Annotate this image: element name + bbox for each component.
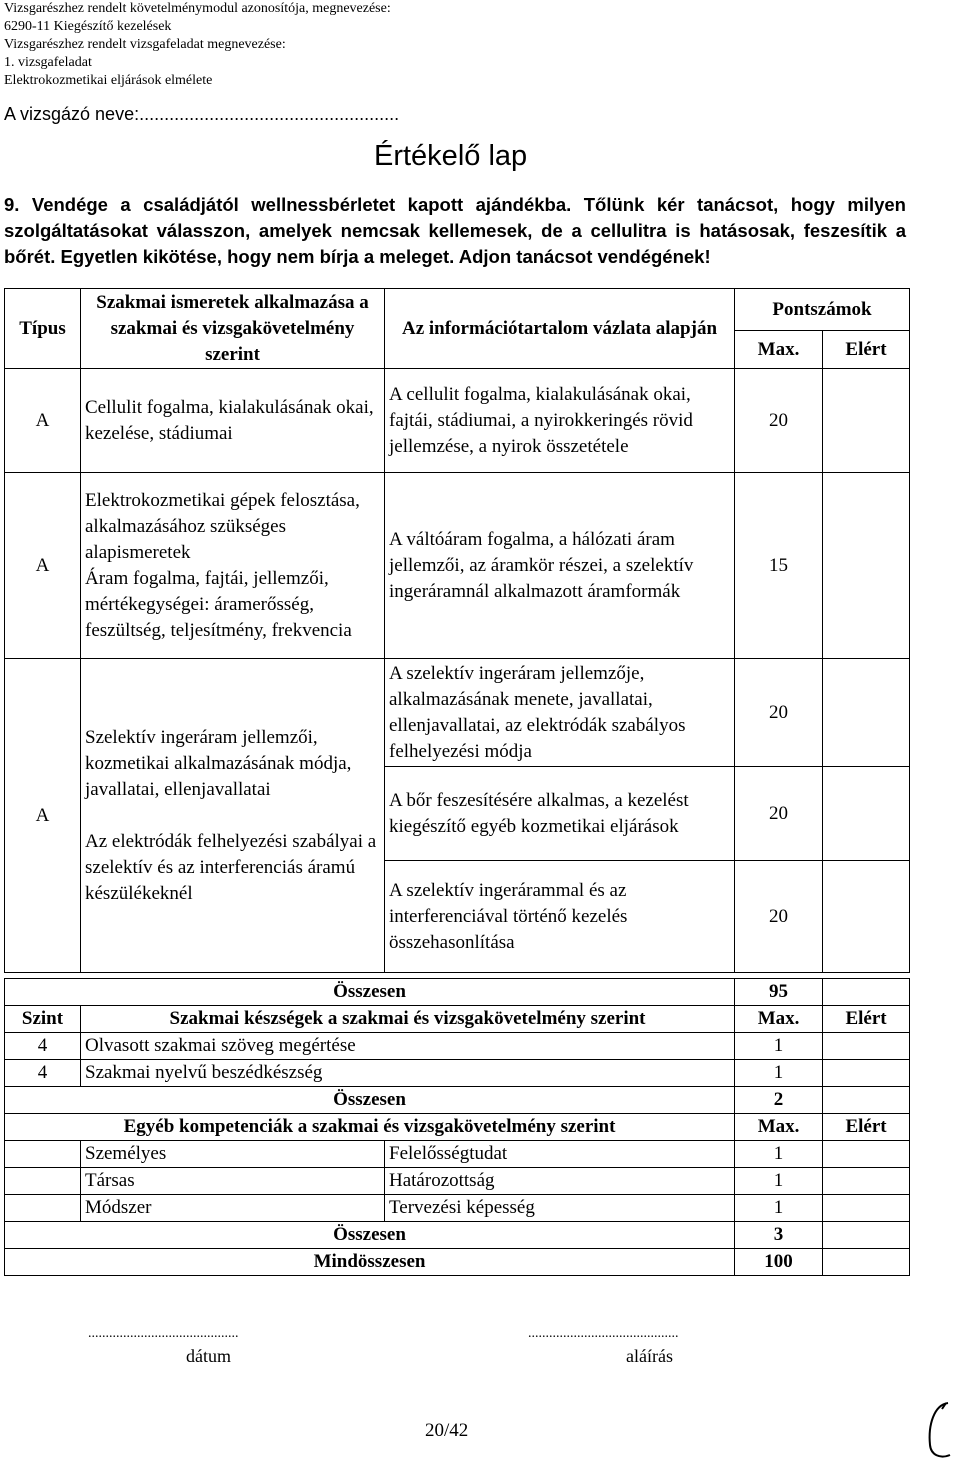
col-points-header: Pontszámok <box>735 289 910 331</box>
knowledge-text: Szelektív ingeráram jellemzői, kozmetikai alkalmazásának módja, javallatai, ellenjavallatai <box>85 726 352 800</box>
achieved-header: Elért <box>823 1114 910 1141</box>
header-line: 1. vizsgafeladat <box>4 55 92 70</box>
category-cell: Módszer <box>81 1195 385 1222</box>
achieved-cell <box>823 861 910 973</box>
max-cell: 15 <box>735 473 823 659</box>
level-cell: 4 <box>5 1060 81 1087</box>
max-cell: 1 <box>735 1195 823 1222</box>
knowledge-text: Áram fogalma, fajtái, jellemzői, mértékegységei: áramerősség, feszültség, teljesítmény, frekvencia <box>85 567 352 641</box>
task-text: 9. Vendége a családjától wellnessbérletet kapott ajándékba. Tőlünk kér tanácsot, hogy milyen szolgáltatásokat válasszon, amelyek nemcsak kellemesek, de a cellulitra is hatásosak, feszesítik a bőrét. Egyetlen kikötése, hogy nem bírja a meleget. Adjon tanácsot vendégének! <box>4 194 906 267</box>
summary-table <box>4 978 910 1276</box>
type-cell: A <box>5 659 81 973</box>
knowledge-cell <box>81 659 385 973</box>
signature-line: ........................................... <box>528 1326 679 1341</box>
total-value: 3 <box>735 1222 823 1249</box>
skill-name-cell: Szakmai nyelvű beszédkészség <box>81 1060 735 1087</box>
max-cell: 1 <box>735 1141 823 1168</box>
level-header: Szint <box>5 1006 81 1033</box>
level-cell: 4 <box>5 1033 81 1060</box>
info-cell: A szelektív ingeráram jellemzője, alkalmazásának menete, javallatai, ellenjavallatai, az elektródák szabályos felhelyezési módja <box>385 659 735 767</box>
achieved-header: Elért <box>823 1006 910 1033</box>
knowledge-cell: Cellulit fogalma, kialakulásának okai, kezelése, stádiumai <box>81 369 385 473</box>
table-row <box>5 1168 910 1195</box>
category-cell: Személyes <box>81 1141 385 1168</box>
table-row <box>5 1141 910 1168</box>
document-header <box>4 0 391 90</box>
achieved-cell <box>823 473 910 659</box>
header-line: Elektrokozmetikai eljárások elmélete <box>4 73 213 88</box>
info-cell: A cellulit fogalma, kialakulásának okai, fajtái, stádiumai, a nyirokkeringés rövid jellemzése, a nyirok összetétele <box>385 369 735 473</box>
category-cell: Társas <box>81 1168 385 1195</box>
achieved-cell <box>823 1168 910 1195</box>
table-row <box>5 473 910 659</box>
table-row <box>5 1060 910 1087</box>
max-cell: 20 <box>735 861 823 973</box>
grand-total-value: 100 <box>735 1249 823 1276</box>
competency-cell: Határozottság <box>385 1168 735 1195</box>
knowledge-cell <box>81 473 385 659</box>
evaluation-table <box>4 288 910 973</box>
achieved-cell <box>823 1249 910 1276</box>
max-header: Max. <box>735 1114 823 1141</box>
examinee-name-field: A vizsgázó neve:.................................................... <box>4 104 400 124</box>
other-competencies-header: Egyéb kompetenciák a szakmai és vizsgakövetelmény szerint <box>5 1114 735 1141</box>
info-cell: A váltóáram fogalma, a hálózati áram jellemzői, az áramkör részei, a szelektív ingeráramnál alkalmazott áramformák <box>385 473 735 659</box>
max-cell: 20 <box>735 369 823 473</box>
signature-label: aláírás <box>626 1346 673 1366</box>
knowledge-text: Elektrokozmetikai gépek felosztása, alkalmazásához szükséges alapismeretek <box>85 489 360 563</box>
knowledge-text: Az elektródák felhelyezési szabályai a szelektív és az interferenciás áramú készülékeknél <box>85 830 377 904</box>
total-label: Összesen <box>5 1222 735 1249</box>
col-max-header: Max. <box>735 331 823 369</box>
header-line: 6290-11 Kiegészítő kezelések <box>4 19 172 34</box>
achieved-cell <box>823 1141 910 1168</box>
achieved-cell <box>823 1087 910 1114</box>
page-title: Értékelő lap <box>374 140 528 172</box>
handwritten-mark <box>920 1395 960 1463</box>
info-cell: A szelektív ingerárammal és az interferenciával történő kezelés összehasonlítása <box>385 861 735 973</box>
achieved-cell <box>823 1033 910 1060</box>
max-header: Max. <box>735 1006 823 1033</box>
total-label: Összesen <box>5 1087 735 1114</box>
total-value: 2 <box>735 1087 823 1114</box>
competency-cell: Tervezési képesség <box>385 1195 735 1222</box>
info-cell: A bőr feszesítésére alkalmas, a kezelést kiegészítő egyéb kozmetikai eljárások <box>385 767 735 861</box>
type-cell: A <box>5 369 81 473</box>
skills-header: Szakmai készségek a szakmai és vizsgakövetelmény szerint <box>81 1006 735 1033</box>
achieved-cell <box>823 767 910 861</box>
achieved-cell <box>823 369 910 473</box>
date-line: ........................................... <box>88 1326 239 1341</box>
max-cell: 1 <box>735 1168 823 1195</box>
header-line: Vizsgarészhez rendelt vizsgafeladat megnevezése: <box>4 37 286 52</box>
total-value: 95 <box>735 979 823 1006</box>
competency-cell: Felelősségtudat <box>385 1141 735 1168</box>
header-line: Vizsgarészhez rendelt követelménymodul azonosítója, megnevezése: <box>4 1 391 16</box>
table-row <box>5 1195 910 1222</box>
achieved-cell <box>823 659 910 767</box>
max-cell: 1 <box>735 1060 823 1087</box>
col-achieved-header: Elért <box>823 331 910 369</box>
achieved-cell <box>823 1060 910 1087</box>
table-row <box>5 659 910 767</box>
col-type-header: Típus <box>5 289 81 369</box>
col-knowledge-header: Szakmai ismeretek alkalmazása a szakmai és vizsgakövetelmény szerint <box>81 289 385 369</box>
max-cell: 20 <box>735 767 823 861</box>
achieved-cell <box>823 979 910 1006</box>
achieved-cell <box>823 1195 910 1222</box>
date-label: dátum <box>186 1346 231 1366</box>
skill-name-cell: Olvasott szakmai szöveg megértése <box>81 1033 735 1060</box>
max-cell: 20 <box>735 659 823 767</box>
max-cell: 1 <box>735 1033 823 1060</box>
table-row <box>5 1033 910 1060</box>
grand-total-label: Mindösszesen <box>5 1249 735 1276</box>
col-info-header: Az információtartalom vázlata alapján <box>385 289 735 369</box>
total-label: Összesen <box>5 979 735 1006</box>
type-cell: A <box>5 473 81 659</box>
table-row <box>5 369 910 473</box>
page-number: 20/42 <box>425 1420 469 1441</box>
achieved-cell <box>823 1222 910 1249</box>
